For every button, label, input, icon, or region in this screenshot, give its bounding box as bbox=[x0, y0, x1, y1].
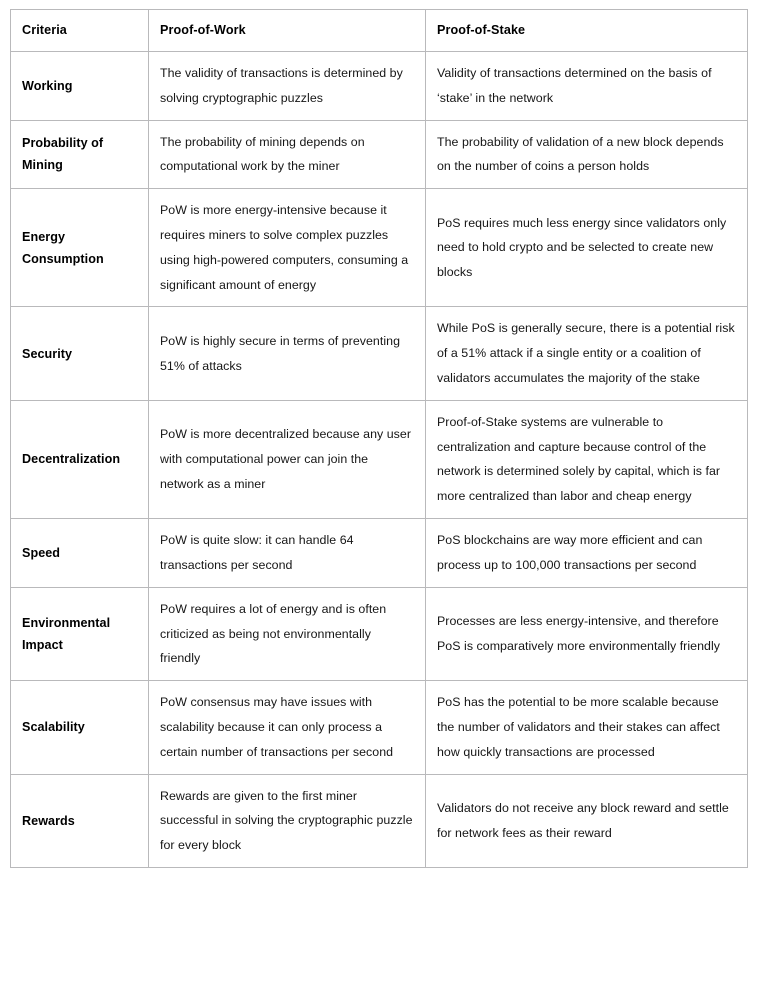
pos-cell: The probability of validation of a new block depends on the number of coins a person holds bbox=[426, 120, 748, 189]
criteria-label: Energy Consumption bbox=[11, 189, 149, 307]
pow-cell: The validity of transactions is determined by solving cryptographic puzzles bbox=[149, 51, 426, 120]
column-header-criteria: Criteria bbox=[11, 10, 149, 52]
criteria-label: Decentralization bbox=[11, 400, 149, 518]
pow-cell: PoW is more energy-intensive because it requires miners to solve complex puzzles using high-powered computers, consuming a significant amount of energy bbox=[149, 189, 426, 307]
table-row bbox=[11, 189, 748, 307]
pos-cell: Processes are less energy-intensive, and therefore PoS is comparatively more environmentally friendly bbox=[426, 587, 748, 680]
pos-cell: Validators do not receive any block reward and settle for network fees as their reward bbox=[426, 774, 748, 867]
criteria-label: Rewards bbox=[11, 774, 149, 867]
table-row bbox=[11, 400, 748, 518]
criteria-label: Scalability bbox=[11, 681, 149, 774]
criteria-label: Speed bbox=[11, 519, 149, 588]
table-body bbox=[11, 51, 748, 867]
pos-cell: Proof-of-Stake systems are vulnerable to centralization and capture because control of the network is determined solely by capital, which is far more centralized than labor and cheap energy bbox=[426, 400, 748, 518]
pow-cell: PoW is quite slow: it can handle 64 transactions per second bbox=[149, 519, 426, 588]
criteria-label: Working bbox=[11, 51, 149, 120]
column-header-proof-of-stake: Proof-of-Stake bbox=[426, 10, 748, 52]
pos-cell: PoS has the potential to be more scalable because the number of validators and their stakes can affect how quickly transactions are processed bbox=[426, 681, 748, 774]
pow-cell: Rewards are given to the first miner successful in solving the cryptographic puzzle for every block bbox=[149, 774, 426, 867]
table-row bbox=[11, 587, 748, 680]
criteria-label: Security bbox=[11, 307, 149, 400]
table-row bbox=[11, 51, 748, 120]
pos-cell: While PoS is generally secure, there is a potential risk of a 51% attack if a single entity or a coalition of validators accumulates the majority of the stake bbox=[426, 307, 748, 400]
pos-cell: Validity of transactions determined on the basis of ‘stake’ in the network bbox=[426, 51, 748, 120]
table-row bbox=[11, 774, 748, 867]
table-header-row bbox=[11, 10, 748, 52]
table-row bbox=[11, 120, 748, 189]
criteria-label: Probability of Mining bbox=[11, 120, 149, 189]
table-row bbox=[11, 307, 748, 400]
pow-cell: PoW consensus may have issues with scalability because it can only process a certain number of transactions per second bbox=[149, 681, 426, 774]
pos-cell: PoS requires much less energy since validators only need to hold crypto and be selected to create new blocks bbox=[426, 189, 748, 307]
comparison-table-container bbox=[10, 9, 747, 868]
table-row bbox=[11, 519, 748, 588]
pow-cell: PoW is highly secure in terms of preventing 51% of attacks bbox=[149, 307, 426, 400]
pow-cell: PoW requires a lot of energy and is often criticized as being not environmentally friendly bbox=[149, 587, 426, 680]
table-row bbox=[11, 681, 748, 774]
criteria-label: Environmental Impact bbox=[11, 587, 149, 680]
pos-cell: PoS blockchains are way more efficient and can process up to 100,000 transactions per second bbox=[426, 519, 748, 588]
pow-cell: PoW is more decentralized because any user with computational power can join the network as a miner bbox=[149, 400, 426, 518]
table-header bbox=[11, 10, 748, 52]
pow-vs-pos-comparison-table bbox=[10, 9, 748, 868]
pow-cell: The probability of mining depends on computational work by the miner bbox=[149, 120, 426, 189]
column-header-proof-of-work: Proof-of-Work bbox=[149, 10, 426, 52]
